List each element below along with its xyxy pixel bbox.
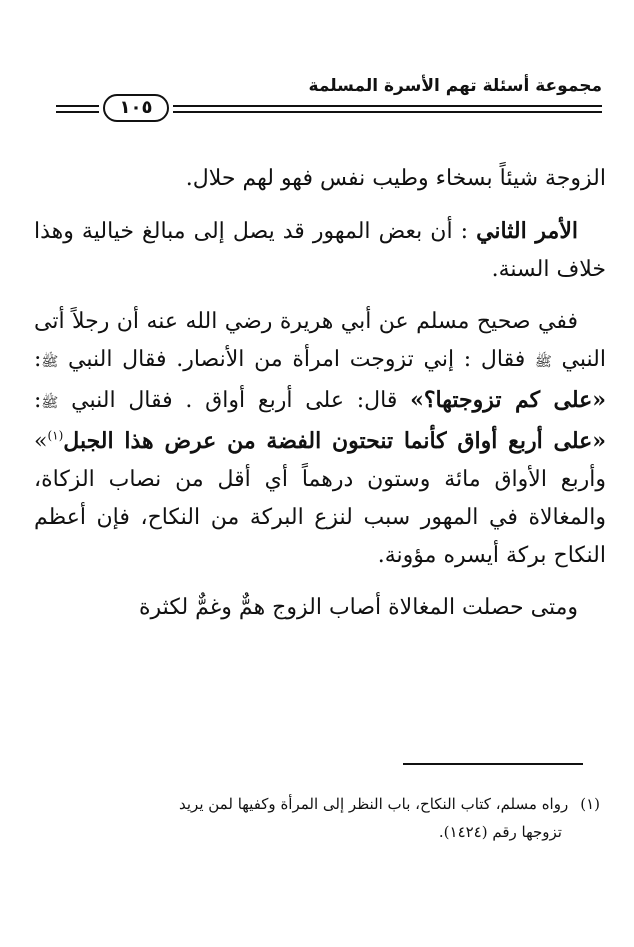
body-text <box>34 160 606 641</box>
header-rule-right-2 <box>173 111 602 113</box>
footnote-number: (١) <box>580 795 600 813</box>
paragraph-3-d: قال: على أربع أواق . فقال النبي <box>71 388 398 413</box>
header-rule-left-2 <box>56 111 99 113</box>
hadith-quote-2: «على أربع أواق كأنما تنحتون الفضة من عرض هذا الجبل <box>63 428 606 454</box>
footnote-separator <box>403 763 583 765</box>
paragraph-2-text: : أن بعض المهور قد يصل إلى مبالغ خيالية وهذا خلاف السنة. <box>34 219 606 282</box>
running-header-title: مجموعة أسئلة تهم الأسرة المسلمة <box>308 76 602 96</box>
paragraph-1 <box>34 160 606 198</box>
header-rule-right-1 <box>173 105 602 107</box>
paragraph-4 <box>34 589 606 627</box>
page-header <box>56 76 602 132</box>
salawat-glyph: ﷺ <box>41 395 59 411</box>
footnote-text: رواه مسلم، كتاب النكاح، باب النظر إلى المرأة وكفيها لمن يريد <box>179 795 569 813</box>
header-rule-left-1 <box>56 105 99 107</box>
salawat-glyph: ﷺ <box>534 354 552 370</box>
paragraph-3-b: فقال : إني تزوجت امرأة من الأنصار. فقال النبي <box>68 347 526 372</box>
salawat-glyph: ﷺ <box>41 354 59 370</box>
paragraph-3-f: وأربع الأواق مائة وستون درهماً أي أقل من نصاب الزكاة، والمغالاة في المهور سبب لنزع البركة من النكاح، فإن أعظم النكاح بركة أيسره مؤونة. <box>34 467 606 568</box>
footnote <box>54 790 600 846</box>
footnote-line-1 <box>54 790 600 818</box>
paragraph-3-c: : <box>34 347 42 372</box>
second-matter-label: الأمر الثاني <box>476 218 578 244</box>
footnote-line-2: تزوجها رقم (١٤٢٤). <box>438 823 562 841</box>
paragraph-3-a: ففي صحيح مسلم عن أبي هريرة رضي الله عنه أن رجلاً أتى النبي <box>34 309 606 372</box>
paragraph-1-text: الزوجة شيئاً بسخاء وطيب نفس فهو لهم حلال. <box>185 166 606 191</box>
page-number: ١٠٥ <box>103 94 169 122</box>
footnote-reference: (١) <box>47 428 64 443</box>
paragraph-2 <box>34 212 606 289</box>
paragraph-3 <box>34 303 606 575</box>
paragraph-3-e: : <box>34 388 42 413</box>
hadith-quote-1: «على كم تزوجتها؟» <box>410 387 607 413</box>
paragraph-4-text: ومتى حصلت المغالاة أصاب الزوج همٌّ وغمٌّ لكثرة <box>139 595 578 620</box>
hadith-quote-2-end: » <box>34 429 48 454</box>
